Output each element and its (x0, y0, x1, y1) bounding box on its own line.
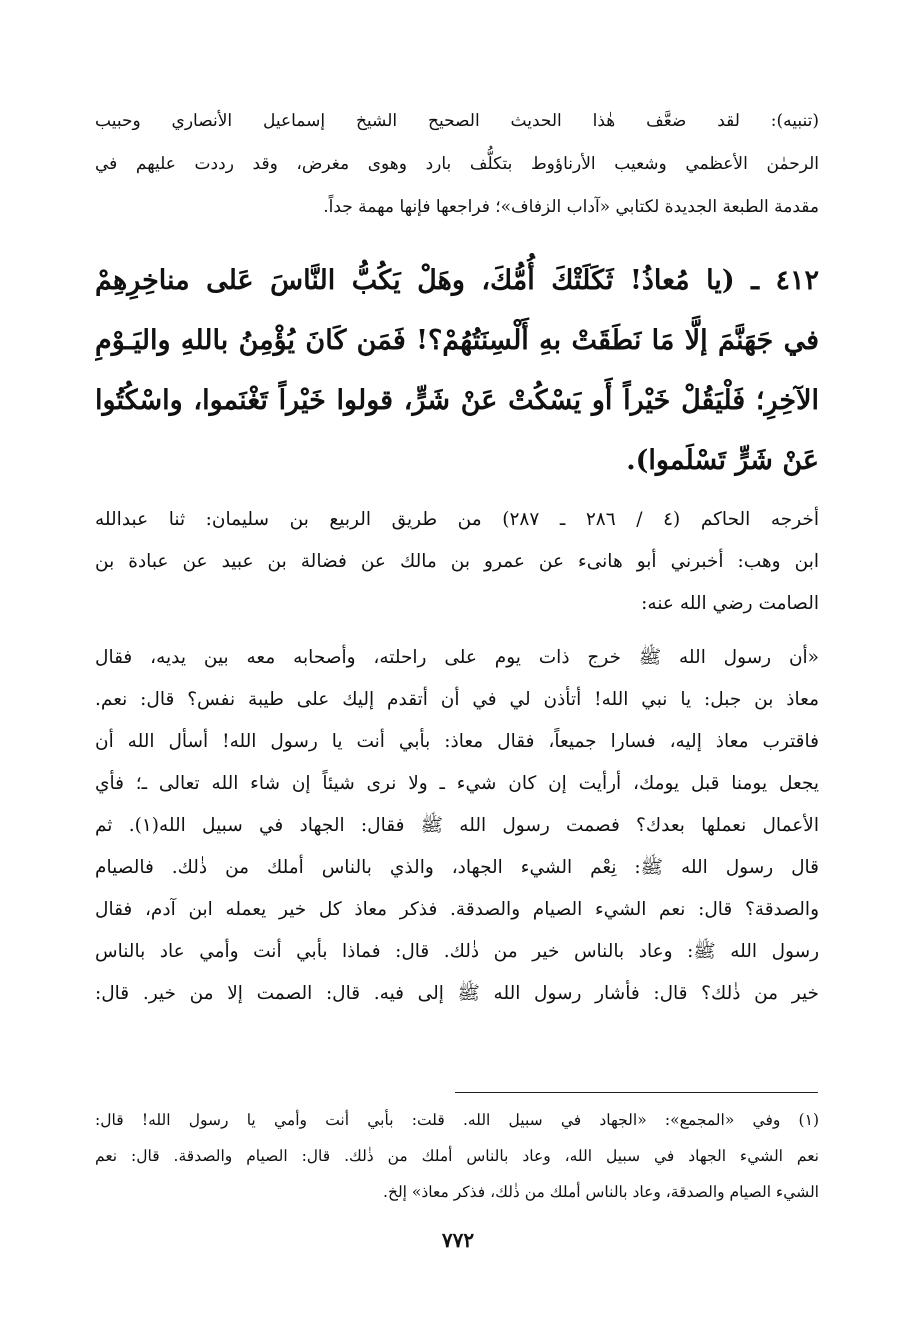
footnote-block (95, 1102, 819, 1210)
footnote-line: نعم الشيء الجهاد في سبيل الله، وعاد بالناس أملك من ذٰلك. قال: الصيام والصدقة. قال: نعم (95, 1147, 819, 1165)
narration-line: «أن رسول الله ﷺ خرج ذات يوم على راحلته، وأصحابه معه بين يديه، فقال (95, 647, 819, 668)
narration-line: فاقترب معاذ إليه، فسارا جميعاً، فقال معاذ: بأبي أنت يا رسول الله! أسأل الله أن (95, 731, 819, 752)
footnote-line: (١) وفي «المجمع»: «الجهاد في سبيل الله. قلت: بأبي أنت وأمي يا رسول الله! قال: (95, 1111, 819, 1129)
page-content (95, 100, 819, 1015)
narration-line: خير من ذٰلك؟ قال: فأشار رسول الله ﷺ إلى فيه. قال: الصمت إلا من خير. قال: (95, 983, 819, 1004)
takhrij-line: أخرجه الحاكم (٤ / ٢٨٦ ـ ٢٨٧) من طريق الربيع بن سليمان: ثنا عبدالله (95, 509, 819, 530)
note-line: (تنبيه): لقد ضعَّف هٰذا الحديث الصحيح الشيخ إسماعيل الأنصاري وحبيب (95, 111, 819, 131)
footnote (95, 1102, 819, 1210)
narration-paragraph (95, 637, 819, 1015)
narration-line: قال رسول الله ﷺ: نِعْم الشيء الجهاد، والذي بالناس أملك من ذٰلك. فالصيام (95, 857, 819, 878)
takhrij-line: الصامت رضي الله عنه: (641, 593, 819, 614)
hadith-line: الآخِرِ؛ فَلْيَقُلْ خَيْراً أَو يَسْكُتْ عَنْ شَرٍّ، قولوا خَيْراً تَغْنَموا، واسْكُتُوا (95, 385, 819, 416)
note-paragraph (95, 100, 819, 229)
narration-line: الأعمال نعملها بعدك؟ فصمت رسول الله ﷺ فقال: الجهاد في سبيل الله(١). ثم (95, 815, 819, 836)
hadith-line: عَنْ شَرٍّ تَسْلَموا). (626, 445, 819, 476)
hadith-line: ٤١٢ ـ (يا مُعاذُ! ثَكَلَتْكَ أُمُّكَ، وهَلْ يَكُبُّ النَّاسَ عَلى مناخِرِهِمْ (95, 265, 819, 296)
narration-line: معاذ بن جبل: يا نبي الله! أتأذن لي في أن أتقدم إليك على طيبة نفس؟ قال: نعم. (95, 689, 819, 710)
page-number: ٧٧٢ (441, 1228, 475, 1252)
hadith-text (95, 251, 819, 491)
takhrij-line: ابن وهب: أخبرني أبو هانىء عن عمرو بن مالك عن فضالة بن عبيد عن عبادة بن (95, 551, 819, 572)
note-line: الرحمٰن الأعظمي وشعيب الأرناؤوط بتكلُّف بارد وهوى مغرض، وقد رددت عليهم في (95, 154, 819, 174)
narration-line: يجعل يومنا قبل يومك، أرأيت إن كان شيء ـ ولا نرى شيئاً إن شاء الله تعالى ـ؛ فأي (95, 773, 819, 794)
footnote-line: الشيء الصيام والصدقة، وعاد بالناس أملك من ذٰلك، فذكر معاذ» إلخ. (383, 1183, 819, 1201)
note-line: مقدمة الطبعة الجديدة لكتابي «آداب الزفاف»؛ فراجعها فإنها مهمة جداً. (323, 197, 819, 217)
footnote-separator (455, 1092, 818, 1093)
takhrij-paragraph (95, 499, 819, 625)
hadith-line: في جَهَنَّمَ إلَّا مَا نَطَقَتْ بهِ أَلْسِنَتُهُمْ؟! فَمَن كَانَ يُؤْمِنُ باللهِ واليَـوْمِ (95, 325, 819, 356)
narration-line: رسول الله ﷺ: وعاد بالناس خير من ذٰلك. قال: فماذا بأبي أنت وأمي عاد بالناس (95, 941, 819, 962)
narration-line: والصدقة؟ قال: نعم الشيء الصيام والصدقة. فذكر معاذ كل خير يعمله ابن آدم، فقال (95, 899, 819, 920)
